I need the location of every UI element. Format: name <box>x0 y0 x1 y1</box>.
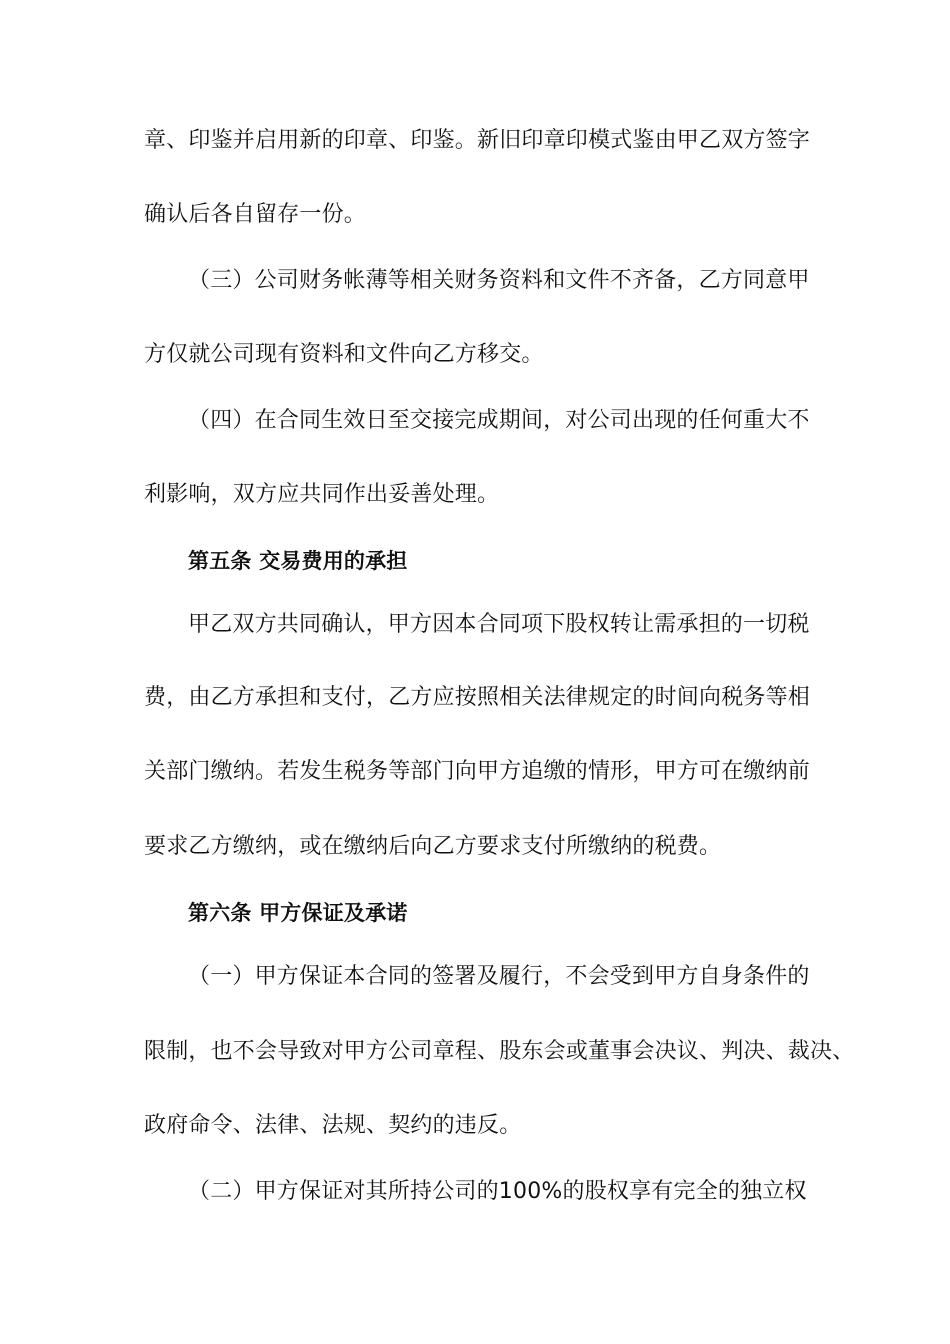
text-line: （二）甲方保证对其所持公司的100%的股权享有完全的独立权 <box>188 1179 807 1204</box>
text-line: 方仅就公司现有资料和文件向乙方移交。 <box>144 342 544 367</box>
text-line: 章、印鉴并启用新的印章、印鉴。新旧印章印模式鉴由甲乙双方签字 <box>144 128 811 153</box>
text-line: 关部门缴纳。若发生税务等部门向甲方追缴的情形，甲方可在缴纳前 <box>144 759 811 784</box>
section-heading-article-5: 第五条 交易费用的承担 <box>188 549 408 573</box>
text-line: 费，由乙方承担和支付，乙方应按照相关法律规定的时间向税务等相 <box>144 685 811 710</box>
text-line: 要求乙方缴纳，或在缴纳后向乙方要求支付所缴纳的税费。 <box>144 834 722 859</box>
text-line: 确认后各自留存一份。 <box>144 202 367 227</box>
text-line: （三）公司财务帐薄等相关财务资料和文件不齐备，乙方同意甲 <box>188 268 810 293</box>
text-line: 限制，也不会导致对甲方公司章程、股东会或董事会决议、判决、裁决、 <box>144 1039 855 1064</box>
text-line: 利影响，双方应共同作出妥善处理。 <box>144 482 500 507</box>
section-heading-article-6: 第六条 甲方保证及承诺 <box>188 901 408 925</box>
text-line: （一）甲方保证本合同的签署及履行，不会受到甲方自身条件的 <box>188 964 810 989</box>
text-line: （四）在合同生效日至交接完成期间，对公司出现的任何重大不 <box>188 408 810 433</box>
text-line: 甲乙双方共同确认，甲方因本合同项下股权转让需承担的一切税 <box>188 612 810 637</box>
text-line: 政府命令、法律、法规、契约的违反。 <box>144 1113 522 1138</box>
